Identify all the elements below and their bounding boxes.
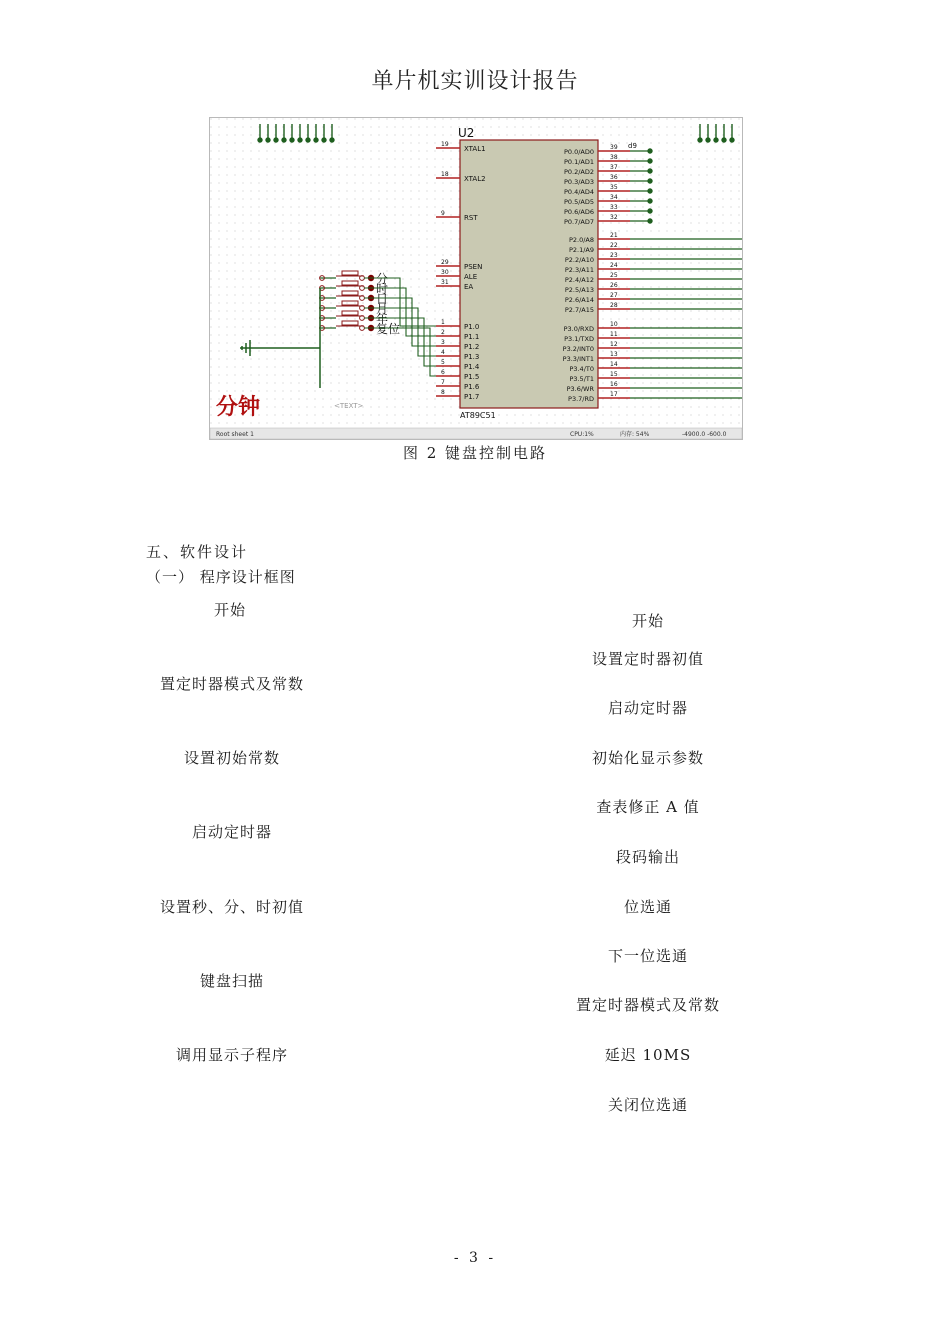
flow-step-left: 键盘扫描	[199, 972, 264, 990]
button-label: 年	[376, 312, 389, 326]
chip-model: AT89C51	[460, 411, 496, 420]
pin-number: 16	[610, 381, 618, 388]
pin-number: 35	[610, 184, 618, 191]
pin-number: 10	[610, 321, 618, 328]
pin-number: 2	[441, 329, 445, 336]
pin-name: XTAL2	[464, 175, 486, 183]
pin-name: P1.3	[464, 353, 480, 361]
pin-number: 1	[441, 319, 445, 326]
subsection-heading: （一） 程序设计框图	[146, 568, 296, 586]
flow-step-left: 启动定时器	[191, 823, 272, 841]
pin-number: 14	[610, 361, 618, 368]
pin-number: 38	[610, 154, 618, 161]
pin-number: 36	[610, 174, 618, 181]
status-sheet: Root sheet 1	[216, 431, 254, 438]
pin-number: 18	[441, 171, 449, 178]
pin-name: P3.0/RXD	[563, 325, 594, 333]
pin-number: 28	[610, 302, 618, 309]
pin-name: P0.0/AD0	[563, 148, 594, 156]
pin-name: P0.6/AD6	[563, 208, 594, 216]
pin-number: 13	[610, 351, 618, 358]
pin-number: 25	[610, 272, 618, 279]
pin-number: 8	[441, 389, 445, 396]
flow-step-right: 开始	[631, 612, 664, 630]
pin-number: 17	[610, 391, 618, 398]
pin-name: P3.5/T1	[569, 375, 594, 383]
document-title: 单片机实训设计报告	[371, 69, 579, 94]
flow-step-left: 设置秒、分、时初值	[159, 898, 304, 916]
pin-number: 31	[441, 279, 449, 286]
flow-step-right: 初始化显示参数	[591, 749, 704, 767]
pin-name: P0.5/AD5	[563, 198, 594, 206]
status-bar	[210, 428, 742, 439]
pin-name: P2.4/A12	[564, 276, 594, 284]
pin-number: 23	[610, 252, 618, 259]
pin-number: 24	[610, 262, 618, 269]
flow-step-right: 下一位选通	[607, 947, 688, 965]
pin-name: P1.5	[464, 373, 480, 381]
pin-number: 39	[610, 144, 618, 151]
flow-step-left: 调用显示子程序	[175, 1046, 288, 1064]
status-coordinates: -4900.0 -600.0	[682, 431, 727, 438]
pin-name: P1.1	[464, 333, 480, 341]
pin-name: P1.0	[464, 323, 480, 331]
pin-name: P3.7/RD	[568, 395, 594, 403]
pin-number: 4	[441, 349, 445, 356]
pin-number: 33	[610, 204, 618, 211]
pin-name: P0.3/AD3	[563, 178, 594, 186]
pin-number: 5	[441, 359, 445, 366]
pin-number: 3	[441, 339, 445, 346]
flow-step-right: 延迟 10MS	[604, 1046, 692, 1064]
pin-name: P1.7	[464, 393, 480, 401]
status-cpu: CPU:1%	[570, 431, 594, 438]
flow-step-right: 关闭位选通	[607, 1096, 688, 1114]
flow-step-right: 位选通	[623, 898, 672, 916]
pin-name: P3.1/TXD	[564, 335, 594, 343]
pin-number: 30	[441, 269, 449, 276]
pin-name: P1.4	[464, 363, 480, 371]
button-label: 复位	[376, 322, 401, 336]
page-number: - 3 -	[453, 1250, 497, 1266]
pin-name: P2.3/A11	[564, 266, 594, 274]
net-label: d9	[628, 142, 637, 150]
pin-name: P1.2	[464, 343, 480, 351]
pin-name: P0.2/AD2	[563, 168, 594, 176]
pin-name: P2.5/A13	[564, 286, 594, 294]
flow-step-right: 段码输出	[615, 848, 680, 866]
pin-name: RST	[464, 214, 478, 222]
pin-number: 9	[441, 210, 445, 217]
flow-step-right: 查表修正 A 值	[596, 798, 700, 816]
pin-name: P1.6	[464, 383, 480, 391]
pin-name: ALE	[464, 273, 478, 281]
flow-step-right: 设置定时器初值	[591, 650, 704, 668]
pin-number: 32	[610, 214, 618, 221]
button-label: 分	[376, 272, 389, 286]
pin-name: P3.4/T0	[569, 365, 594, 373]
big-label: 分钟	[216, 395, 261, 420]
pin-number: 7	[441, 379, 445, 386]
flow-step-left: 设置初始常数	[183, 749, 280, 767]
pin-number: 29	[441, 259, 449, 266]
pin-name: P2.1/A9	[568, 246, 594, 254]
pin-number: 19	[441, 141, 449, 148]
pin-name: P2.7/A15	[564, 306, 594, 314]
pin-name: XTAL1	[464, 145, 486, 153]
button-label: 日	[376, 292, 389, 306]
pin-number: 37	[610, 164, 618, 171]
pin-name: P2.6/A14	[564, 296, 594, 304]
pin-name: P0.7/AD7	[563, 218, 594, 226]
pin-name: P3.6/WR	[566, 385, 594, 393]
pin-number: 15	[610, 371, 618, 378]
pin-name: P3.2/INT0	[562, 345, 594, 353]
pin-number: 6	[441, 369, 445, 376]
flow-step-left: 开始	[213, 601, 246, 619]
pin-number: 27	[610, 292, 618, 299]
pin-name: P2.2/A10	[564, 256, 594, 264]
pin-name: P0.1/AD1	[563, 158, 594, 166]
pin-name: P2.0/A8	[568, 236, 594, 244]
pin-number: 21	[610, 232, 618, 239]
pin-name: P0.4/AD4	[563, 188, 594, 196]
button-label: 月	[376, 302, 389, 316]
pin-number: 34	[610, 194, 618, 201]
text-placeholder: <TEXT>	[334, 402, 364, 410]
schematic-diagram	[210, 118, 742, 439]
flow-step-right: 启动定时器	[607, 699, 688, 717]
button-label: 时	[376, 282, 389, 296]
pin-name: P3.3/INT1	[562, 355, 594, 363]
flow-step-left: 置定时器模式及常数	[159, 675, 304, 693]
pin-name: EA	[464, 283, 474, 291]
keyboard-circuit-figure	[209, 117, 743, 440]
pin-number: 11	[610, 331, 618, 338]
pin-number: 22	[610, 242, 618, 249]
status-memory: 内存: 54%	[620, 431, 650, 438]
pin-name: PSEN	[464, 263, 483, 271]
flow-step-right: 置定时器模式及常数	[575, 996, 720, 1014]
section-heading: 五、软件设计	[146, 543, 249, 561]
chip-reference: U2	[458, 126, 475, 140]
pin-number: 12	[610, 341, 618, 348]
figure-caption: 图 2 键盘控制电路	[402, 444, 548, 462]
pin-number: 26	[610, 282, 618, 289]
